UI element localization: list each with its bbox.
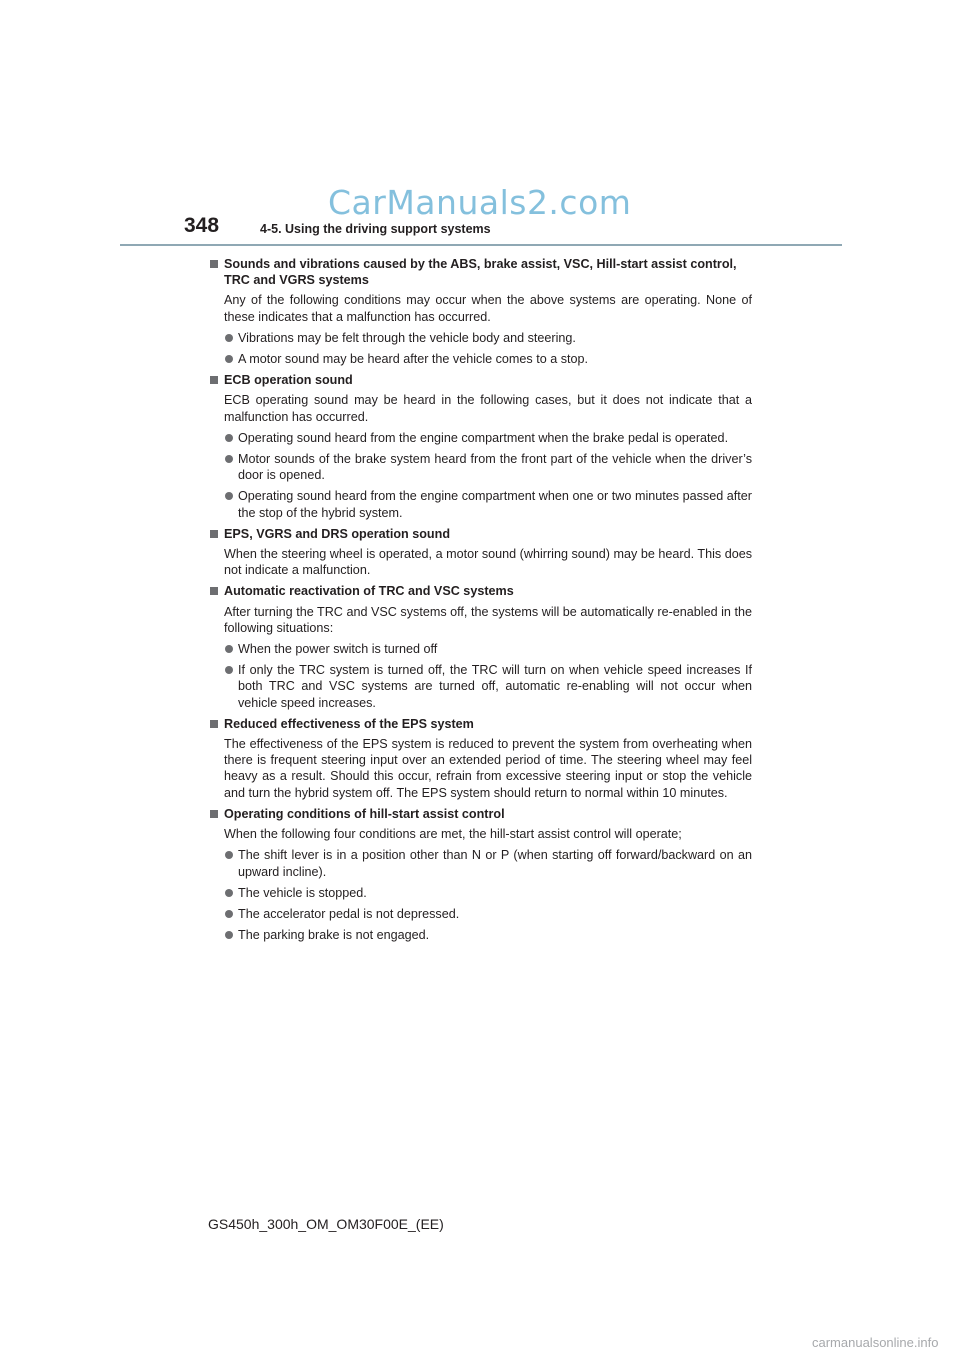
circle-bullet-icon [225,355,233,363]
square-bullet-icon [210,720,218,728]
list-item: Operating sound heard from the engine compartment when the brake pedal is operated. [210,430,752,446]
section-title: Automatic reactivation of TRC and VSC systems [210,583,752,599]
section-title: Reduced effectiveness of the EPS system [210,716,752,732]
section-title: ECB operation sound [210,372,752,388]
section-body: When the steering wheel is operated, a motor sound (whirring sound) may be heard. This does not indicate a malfunction. [224,547,752,578]
section-title: Operating conditions of hill-start assist control [210,806,752,822]
circle-bullet-icon [225,434,233,442]
section-body: Any of the following conditions may occur when the above systems are operating. None of these indicates that a malfunction has occurred. [224,293,752,324]
circle-bullet-icon [225,889,233,897]
square-bullet-icon [210,530,218,538]
list-item: The accelerator pedal is not depressed. [210,906,752,922]
circle-bullet-icon [225,666,233,674]
list-item: Vibrations may be felt through the vehicle body and steering. [210,330,752,346]
circle-bullet-icon [225,645,233,653]
page-number: 348 [184,214,220,237]
section-title: EPS, VGRS and DRS operation sound [210,526,752,542]
page-content [210,256,752,948]
section-eps-sound [210,526,752,579]
square-bullet-icon [210,587,218,595]
section-eps-effectiveness [210,716,752,801]
circle-bullet-icon [225,851,233,859]
list-item: The shift lever is in a position other than N or P (when starting off forward/backward on an upward incline). [210,847,752,879]
list-item: If only the TRC system is turned off, the TRC will turn on when vehicle speed increases If both TRC and VSC systems are turned off, automatic re-enabling will not occur when vehicle speed increases. [210,662,752,711]
square-bullet-icon [210,810,218,818]
page-header [180,214,842,244]
section-body: ECB operating sound may be heard in the following cases, but it does not indicate that a malfunction has occurred. [224,393,752,424]
footer-watermark[interactable]: carmanualsonline.info [812,1335,939,1350]
square-bullet-icon [210,376,218,384]
section-heading: 4-5. Using the driving support systems [260,222,491,236]
circle-bullet-icon [225,910,233,918]
list-item: When the power switch is turned off [210,641,752,657]
section-auto-reactivation [210,583,752,710]
circle-bullet-icon [225,334,233,342]
watermark-logo[interactable]: CarManuals2.com [328,183,632,222]
section-hill-start-conditions [210,806,752,943]
section-ecb-sound [210,372,752,521]
square-bullet-icon [210,260,218,268]
circle-bullet-icon [225,492,233,500]
header-divider [120,244,842,246]
list-item: Motor sounds of the brake system heard from the front part of the vehicle when the driver’s door is opened. [210,451,752,483]
circle-bullet-icon [225,931,233,939]
list-item: The vehicle is stopped. [210,885,752,901]
section-body: When the following four conditions are met, the hill-start assist control will operate; [224,827,682,842]
list-item: A motor sound may be heard after the vehicle comes to a stop. [210,351,752,367]
section-title: Sounds and vibrations caused by the ABS, brake assist, VSC, Hill-start assist control, TRC and VGRS systems [210,256,752,288]
section-body: After turning the TRC and VSC systems off, the systems will be automatically re-enabled in the following situations: [224,604,752,635]
section-sounds-vibrations [210,256,752,367]
section-body: The effectiveness of the EPS system is reduced to prevent the system from overheating when there is frequent steering input over an extended period of time. The steering wheel may feel heavy as a result. Should this occur, refrain from excessive steering input or stop the vehicle and turn the hybrid system off. The EPS system should return to normal within 10 minutes. [224,737,752,800]
circle-bullet-icon [225,455,233,463]
list-item: Operating sound heard from the engine compartment when one or two minutes passed after the stop of the hybrid system. [210,488,752,520]
document-code: GS450h_300h_OM_OM30F00E_(EE) [208,1216,444,1232]
list-item: The parking brake is not engaged. [210,927,752,943]
